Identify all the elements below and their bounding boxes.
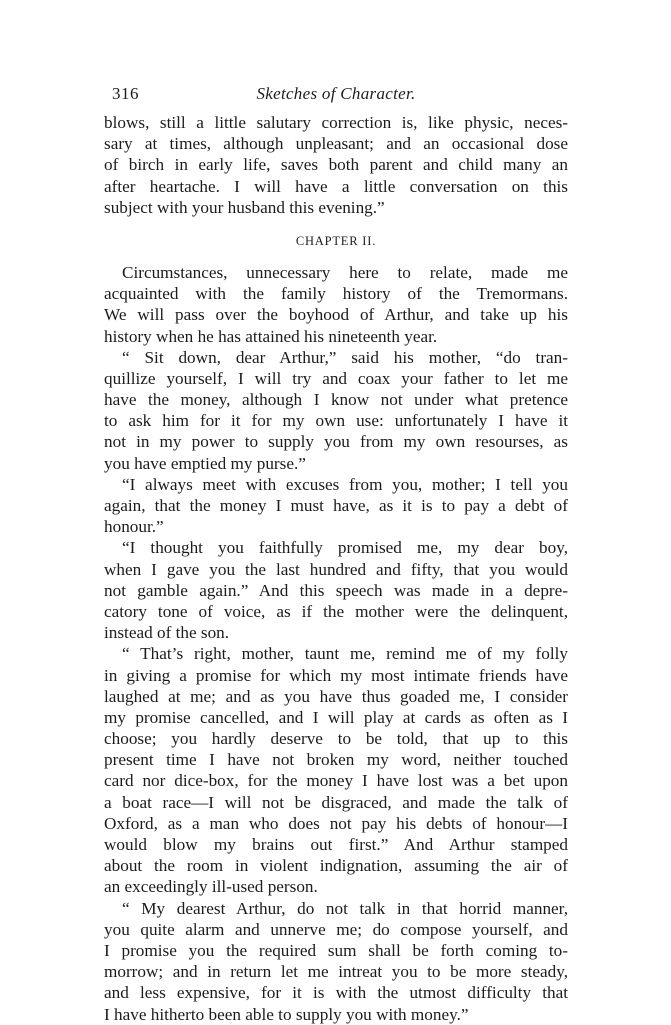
text-line: you quite alarm and unnerve me; do compose yourself, and xyxy=(104,919,568,939)
paragraph-closing-quote xyxy=(104,112,568,218)
text-line: morrow; and in return let me intreat you to be more steady, xyxy=(104,962,568,982)
text-line: about the room in violent indignation, assuming the air of xyxy=(104,856,568,876)
text-line: I have hitherto been able to supply you with money.” xyxy=(104,1004,469,1024)
text-line: I promise you the required sum shall be forth coming to- xyxy=(104,940,568,960)
text-line: blows, still a little salutary correction is, like physic, neces- xyxy=(104,113,568,132)
text-line: and less expensive, for it is with the utmost difficulty that xyxy=(104,983,568,1003)
text-line: again, that the money I must have, as it is to pay a debt of xyxy=(104,496,568,515)
text-line: in giving a promise for which my most intimate friends have xyxy=(104,665,568,685)
text-line: “I thought you faithfully promised me, my dear boy, xyxy=(122,538,568,558)
text-line: Oxford, as a man who does not pay his debts of honour—I xyxy=(104,813,568,833)
text-line: acquainted with the family history of the Tremormans. xyxy=(104,284,568,304)
page-number: 316 xyxy=(112,84,139,103)
text-line: “ That’s right, mother, taunt me, remind me of my folly xyxy=(122,644,568,664)
text-line: choose; you hardly deserve to be told, that up to this xyxy=(104,729,568,749)
book-page xyxy=(104,82,568,1025)
text-line: sary at times, although unpleasant; and an occasional dose xyxy=(104,134,568,154)
text-line: not gamble again.” And this speech was made in a depre- xyxy=(104,580,568,600)
text-line: laughed at me; and as you have thus goaded me, I consider xyxy=(104,686,568,706)
text-line: not in my power to supply you from my own resourses, as xyxy=(104,432,568,452)
page-header xyxy=(104,82,568,108)
text-line: honour.” xyxy=(104,517,164,537)
text-line: my promise cancelled, and I will play at cards as often as I xyxy=(104,707,568,727)
text-line: history when he has attained his nineteenth year. xyxy=(104,326,438,346)
text-line: to ask him for it for my own use: unfortunately I have it xyxy=(104,411,568,431)
text-line: “ Sit down, dear Arthur,” said his mother, “do tran- xyxy=(122,347,568,367)
text-line: an exceedingly ill-used person. xyxy=(104,877,318,897)
text-line: present time I have not broken my word, neither touched xyxy=(104,750,568,770)
text-line: catory tone of voice, as if the mother were the delinquent, xyxy=(104,601,568,621)
text-line: when I gave you the last hundred and fifty, that you would xyxy=(104,559,568,579)
text-line: instead of the son. xyxy=(104,623,230,643)
text-line: “I always meet with excuses from you, mother; I tell you xyxy=(122,474,568,494)
chapter-body xyxy=(104,262,568,1025)
text-line: “ My dearest Arthur, do not talk in that horrid manner, xyxy=(122,898,568,918)
text-line: have the money, although I know not under what pretence xyxy=(104,390,568,410)
text-line: card nor dice-box, for the money I have lost was a bet upon xyxy=(104,771,568,791)
chapter-heading: CHAPTER II. xyxy=(295,233,377,248)
text-line: a boat race—I will not be disgraced, and made the talk of xyxy=(104,792,568,812)
text-line: after heartache. I will have a little conversation on this xyxy=(104,176,568,196)
text-line: would blow my brains out first.” And Arthur stamped xyxy=(104,835,568,854)
running-title: Sketches of Character. xyxy=(256,84,416,103)
text-line: you have emptied my purse.” xyxy=(104,453,306,473)
text-line: of birch in early life, saves both parent and child many an xyxy=(104,155,568,175)
text-line: We will pass over the boyhood of Arthur, and take up his xyxy=(104,305,568,325)
text-line: Circumstances, unnecessary here to relate, made me xyxy=(122,262,568,282)
text-line: quillize yourself, I will try and coax your father to let me xyxy=(104,368,568,388)
text-line: subject with your husband this evening.” xyxy=(104,197,385,217)
